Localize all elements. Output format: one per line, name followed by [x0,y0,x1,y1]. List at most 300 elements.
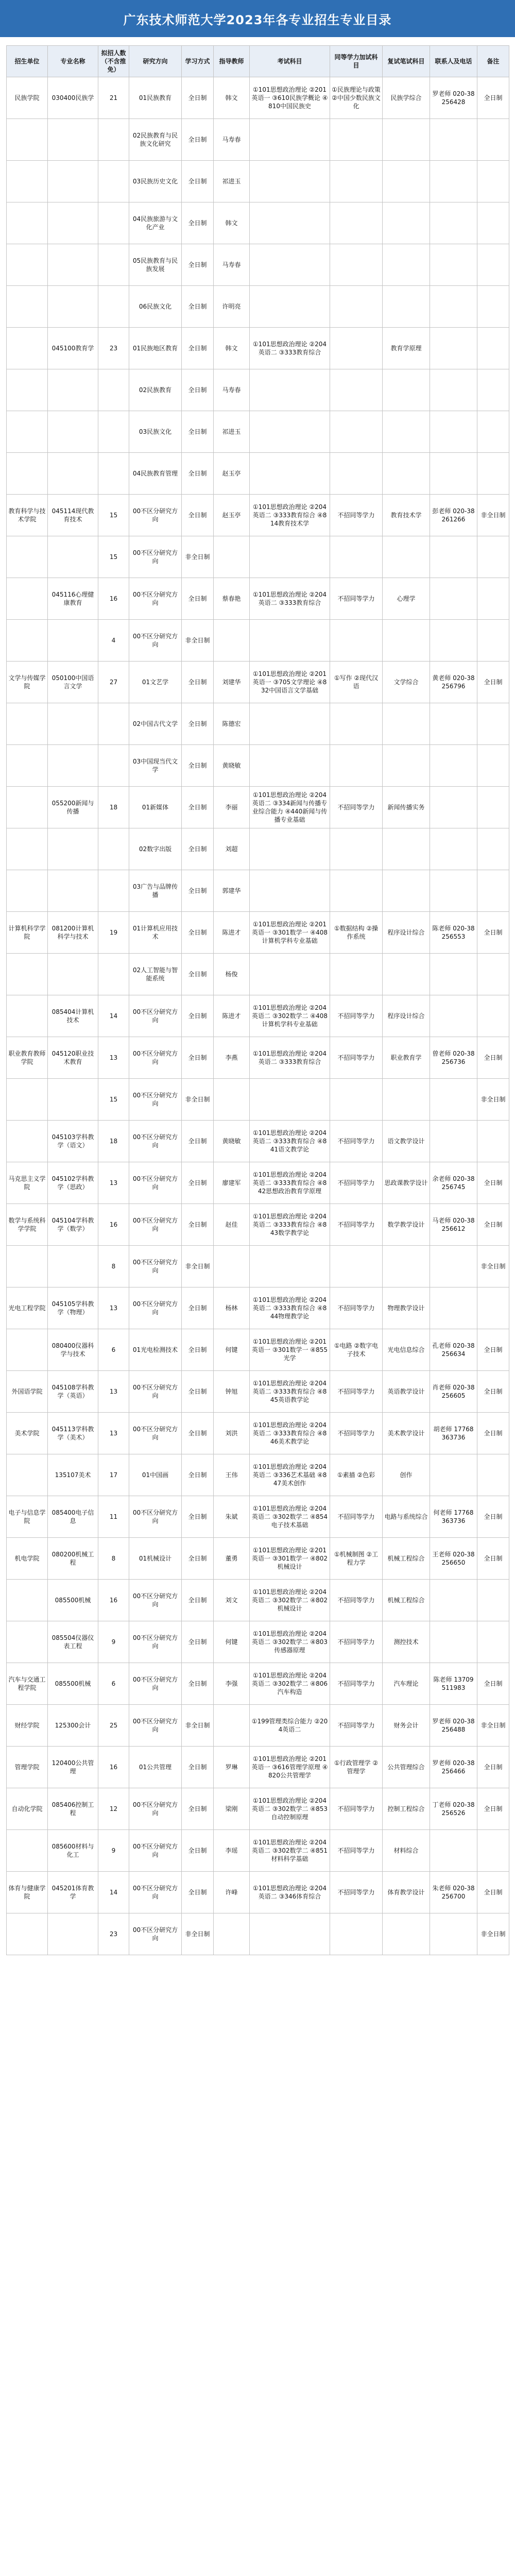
cell-direction: 01中国画 [129,1454,182,1496]
cell-extra: ①素描 ②色彩 [330,1454,383,1496]
cell-note [477,620,509,662]
cell-note [477,453,509,495]
table-row [7,453,509,495]
table-row [7,495,509,536]
cell-interview: 美术教学设计 [383,1413,430,1454]
cell-unit: 自动化学院 [7,1788,48,1830]
cell-exam: ①101思想政治理论 ②204英语二 ③302数学二 ④803传感器原理 [250,1621,330,1663]
cell-mode: 全日制 [182,787,214,828]
cell-tutor [214,1246,250,1287]
cell-note: 全日制 [477,1538,509,1580]
cell-direction: 00不区分研究方向 [129,1496,182,1538]
cell-exam: ①101思想政治理论 ②204英语二 ③302数学二 ④854电子技术基础 [250,1496,330,1538]
cell-count: 12 [98,1788,129,1830]
cell-direction: 00不区分研究方向 [129,1079,182,1121]
cell-note [477,1830,509,1872]
cell-mode: 非全日制 [182,620,214,662]
table-row [7,1830,509,1872]
cell-mode: 全日制 [182,1747,214,1788]
cell-exam: ①101思想政治理论 ②201英语一 ③610民族学概论 ④810中国民族史 [250,77,330,119]
cell-count: 15 [98,1079,129,1121]
cell-contact [430,1580,477,1621]
cell-unit [7,202,48,244]
cell-direction: 00不区分研究方向 [129,1287,182,1329]
cell-mode: 全日制 [182,870,214,912]
cell-mode: 全日制 [182,1037,214,1079]
cell-unit [7,369,48,411]
cell-direction: 00不区分研究方向 [129,536,182,578]
cell-extra: 不招同等学力 [330,1204,383,1246]
cell-major: 085500机械 [48,1663,98,1705]
cell-extra: 不招同等学力 [330,995,383,1037]
cell-extra [330,870,383,912]
cell-interview: 电路与系统综合 [383,1496,430,1538]
cell-extra [330,202,383,244]
cell-interview: 公共管理综合 [383,1747,430,1788]
cell-tutor [214,536,250,578]
cell-count [98,828,129,870]
cell-direction: 01新媒体 [129,787,182,828]
cell-extra: ①民族理论与政策 ②中国少数民族文化 [330,77,383,119]
cell-unit: 计算机科学学院 [7,912,48,954]
cell-exam [250,244,330,286]
cell-major: 045114现代教育技术 [48,495,98,536]
cell-interview: 测控技术 [383,1621,430,1663]
cell-extra: 不招同等学力 [330,1872,383,1913]
cell-major [48,161,98,202]
cell-major [48,870,98,912]
cell-major [48,745,98,787]
cell-note [477,787,509,828]
cell-exam: ①101思想政治理论 ②204英语二 ③334新闻与传播专业综合能力 ④440新闻与传播专业基础 [250,787,330,828]
cell-note [477,578,509,620]
cell-major: 045105学科教学（物理） [48,1287,98,1329]
cell-tutor: 马寿春 [214,119,250,161]
cell-contact: 罗老师 020-38256488 [430,1705,477,1747]
cell-count [98,369,129,411]
cell-exam [250,202,330,244]
cell-direction: 00不区分研究方向 [129,1788,182,1830]
cell-unit [7,1329,48,1371]
cell-mode: 全日制 [182,328,214,369]
cell-exam [250,870,330,912]
cell-major: 080200机械工程 [48,1538,98,1580]
cell-mode: 全日制 [182,1371,214,1413]
cell-contact [430,286,477,328]
cell-unit: 体育与健康学院 [7,1872,48,1913]
cell-exam: ①101思想政治理论 ②204英语二 ③333教育综合 ④846美术教学论 [250,1413,330,1454]
cell-interview: 物理教学设计 [383,1287,430,1329]
cell-tutor: 赵玉亭 [214,453,250,495]
cell-major [48,369,98,411]
cell-count: 23 [98,1913,129,1955]
cell-tutor: 马寿春 [214,244,250,286]
table-row [7,703,509,745]
cell-contact [430,1830,477,1872]
cell-direction: 04民族教育管理 [129,453,182,495]
cell-exam: ①199管理类综合能力 ②204英语二 [250,1705,330,1747]
cell-major [48,244,98,286]
table-row [7,77,509,119]
cell-contact: 何老师 17768363736 [430,1496,477,1538]
table-row [7,1621,509,1663]
cell-interview: 财务会计 [383,1705,430,1747]
cell-direction: 03民族历史文化 [129,161,182,202]
cell-exam: ①101思想政治理论 ②201英语一 ③301数学一 ④408计算机学科专业基础 [250,912,330,954]
cell-exam [250,954,330,995]
cell-unit [7,286,48,328]
table-row [7,1788,509,1830]
cell-tutor: 韩文 [214,328,250,369]
cell-direction: 02数字出版 [129,828,182,870]
table-row [7,954,509,995]
cell-interview: 控制工程综合 [383,1788,430,1830]
cell-exam: ①101思想政治理论 ②204英语二 ③302数学二 ④802机械设计 [250,1580,330,1621]
cell-major: 045104学科教学（数学） [48,1204,98,1246]
cell-direction: 00不区分研究方向 [129,1913,182,1955]
cell-extra [330,161,383,202]
cell-count: 8 [98,1538,129,1580]
cell-exam [250,411,330,453]
cell-note: 全日制 [477,1496,509,1538]
cell-extra [330,328,383,369]
cell-note: 全日制 [477,662,509,703]
cell-unit [7,620,48,662]
table-row [7,411,509,453]
cell-interview [383,703,430,745]
table-row [7,328,509,369]
cell-interview: 数学教学设计 [383,1204,430,1246]
cell-extra: 不招同等学力 [330,1287,383,1329]
cell-major: 085500机械 [48,1580,98,1621]
cell-mode: 全日制 [182,453,214,495]
cell-extra: 不招同等学力 [330,1371,383,1413]
cell-extra: 不招同等学力 [330,1580,383,1621]
cell-interview: 英语教学设计 [383,1371,430,1413]
cell-note: 非全日制 [477,1079,509,1121]
cell-mode: 全日制 [182,578,214,620]
cell-contact [430,161,477,202]
cell-exam: ①101思想政治理论 ②204英语二 ③333教育综合 ④841语文教学论 [250,1121,330,1162]
table-row [7,662,509,703]
cell-tutor: 刘超 [214,828,250,870]
cell-count [98,703,129,745]
cell-note: 非全日制 [477,1913,509,1955]
cell-contact: 陈老师 020-38256553 [430,912,477,954]
cell-exam [250,620,330,662]
table-row [7,1329,509,1371]
cell-note [477,703,509,745]
cell-count: 8 [98,1246,129,1287]
cell-extra [330,369,383,411]
cell-tutor [214,1913,250,1955]
table-row [7,828,509,870]
cell-major: 045100教育学 [48,328,98,369]
cell-interview: 机械工程综合 [383,1538,430,1580]
cell-contact: 罗老师 020-38256466 [430,1747,477,1788]
cell-note [477,161,509,202]
cell-count [98,119,129,161]
cell-direction: 03中国现当代文学 [129,745,182,787]
cell-interview: 教育技术学 [383,495,430,536]
table-row [7,1413,509,1454]
cell-contact: 肖老师 020-38256605 [430,1371,477,1413]
cell-count [98,244,129,286]
cell-major [48,1246,98,1287]
cell-count [98,870,129,912]
cell-major [48,1913,98,1955]
cell-extra: ①写作 ②现代汉语 [330,662,383,703]
cell-mode: 全日制 [182,662,214,703]
cell-contact: 余老师 020-38256745 [430,1162,477,1204]
cell-contact [430,1621,477,1663]
cell-count: 25 [98,1705,129,1747]
cell-tutor [214,620,250,662]
cell-exam: ①101思想政治理论 ②204英语二 ③302数学二 ④853自动控制原理 [250,1788,330,1830]
cell-mode: 全日制 [182,1413,214,1454]
cell-mode: 非全日制 [182,536,214,578]
cell-count: 23 [98,328,129,369]
cell-contact [430,119,477,161]
cell-direction: 00不区分研究方向 [129,995,182,1037]
cell-interview [383,202,430,244]
cell-count: 19 [98,912,129,954]
header-count: 拟招人数（不含推免） [98,46,129,77]
cell-count [98,453,129,495]
cell-unit [7,787,48,828]
cell-major [48,202,98,244]
cell-extra: 不招同等学力 [330,578,383,620]
cell-mode: 全日制 [182,1538,214,1580]
cell-interview [383,161,430,202]
cell-contact [430,1079,477,1121]
cell-interview [383,954,430,995]
cell-exam [250,369,330,411]
cell-major: 135107美术 [48,1454,98,1496]
cell-major: 045113学科教学（美术） [48,1413,98,1454]
cell-extra [330,119,383,161]
cell-tutor: 蔡春艳 [214,578,250,620]
cell-mode: 全日制 [182,161,214,202]
cell-note: 非全日制 [477,495,509,536]
cell-exam [250,703,330,745]
cell-interview: 文学综合 [383,662,430,703]
cell-count: 4 [98,620,129,662]
cell-mode: 全日制 [182,495,214,536]
cell-mode: 全日制 [182,703,214,745]
cell-contact [430,202,477,244]
cell-mode: 全日制 [182,1496,214,1538]
cell-unit [7,161,48,202]
cell-major [48,703,98,745]
cell-count: 17 [98,1454,129,1496]
cell-mode: 全日制 [182,202,214,244]
cell-note: 全日制 [477,1663,509,1705]
header-direction: 研究方向 [129,46,182,77]
cell-major: 045103学科教学（语文） [48,1121,98,1162]
cell-major: 125300会计 [48,1705,98,1747]
cell-exam: ①101思想政治理论 ②201英语一 ③301数学一 ④802机械设计 [250,1538,330,1580]
cell-major: 085504仪器仪表工程 [48,1621,98,1663]
cell-unit [7,1079,48,1121]
cell-interview: 心理学 [383,578,430,620]
cell-note [477,1454,509,1496]
cell-contact [430,453,477,495]
cell-contact [430,369,477,411]
cell-extra: 不招同等学力 [330,1663,383,1705]
cell-contact: 孔老师 020-38256634 [430,1329,477,1371]
cell-direction: 03广告与品牌传播 [129,870,182,912]
cell-tutor: 罗琳 [214,1747,250,1788]
cell-direction: 01计算机应用技术 [129,912,182,954]
cell-count: 21 [98,77,129,119]
cell-direction: 02人工智能与智能系统 [129,954,182,995]
cell-mode: 非全日制 [182,1705,214,1747]
cell-mode: 全日制 [182,244,214,286]
cell-unit [7,453,48,495]
catalog-table [6,45,509,1955]
cell-extra [330,703,383,745]
cell-extra [330,453,383,495]
table-row [7,1705,509,1747]
cell-note: 全日制 [477,1329,509,1371]
cell-contact [430,1454,477,1496]
cell-tutor: 李强 [214,1663,250,1705]
cell-count [98,745,129,787]
table-row [7,787,509,828]
cell-contact [430,1287,477,1329]
cell-unit [7,411,48,453]
cell-direction: 00不区分研究方向 [129,1413,182,1454]
cell-count [98,411,129,453]
cell-exam [250,453,330,495]
cell-count: 13 [98,1413,129,1454]
cell-contact: 罗老师 020-38256428 [430,77,477,119]
cell-contact: 陈老师 13709511983 [430,1663,477,1705]
cell-mode: 全日制 [182,1830,214,1872]
cell-unit: 光电工程学院 [7,1287,48,1329]
cell-unit [7,745,48,787]
table-row [7,620,509,662]
cell-note [477,1580,509,1621]
cell-interview: 体育教学设计 [383,1872,430,1913]
cell-direction: 00不区分研究方向 [129,1371,182,1413]
cell-mode: 非全日制 [182,1079,214,1121]
cell-count: 15 [98,495,129,536]
cell-note: 全日制 [477,1788,509,1830]
cell-mode: 非全日制 [182,1246,214,1287]
cell-count: 16 [98,1580,129,1621]
cell-note [477,244,509,286]
cell-exam: ①101思想政治理论 ②204英语二 ③333教育综合 [250,328,330,369]
cell-direction: 00不区分研究方向 [129,1872,182,1913]
cell-unit [7,1121,48,1162]
cell-tutor: 赵佳 [214,1204,250,1246]
cell-tutor: 赵玉亭 [214,495,250,536]
cell-extra: ①电路 ②数字电子技术 [330,1329,383,1371]
cell-major [48,954,98,995]
cell-interview: 职业教育学 [383,1037,430,1079]
cell-extra [330,1913,383,1955]
cell-unit: 美术学院 [7,1413,48,1454]
cell-unit: 教育科学与技术学院 [7,495,48,536]
cell-contact [430,1121,477,1162]
cell-interview [383,870,430,912]
cell-note [477,536,509,578]
cell-major [48,828,98,870]
cell-contact [430,620,477,662]
cell-unit [7,828,48,870]
cell-direction: 01文艺学 [129,662,182,703]
cell-mode: 全日制 [182,1663,214,1705]
cell-exam [250,1246,330,1287]
cell-contact [430,995,477,1037]
cell-direction: 04民族旅游与文化产业 [129,202,182,244]
cell-exam: ①101思想政治理论 ②204英语二 ③333教育综合 ④845英语教学论 [250,1371,330,1413]
cell-direction: 01民族教育 [129,77,182,119]
cell-tutor: 钟旭 [214,1371,250,1413]
cell-extra: 不招同等学力 [330,1162,383,1204]
cell-extra: 不招同等学力 [330,1121,383,1162]
cell-direction: 00不区分研究方向 [129,495,182,536]
cell-mode: 全日制 [182,1872,214,1913]
cell-unit [7,870,48,912]
cell-mode: 全日制 [182,1287,214,1329]
table-row [7,202,509,244]
table-row [7,1496,509,1538]
cell-mode: 全日制 [182,1788,214,1830]
cell-extra: ①行政管理学 ②管理学 [330,1747,383,1788]
header-note: 备注 [477,46,509,77]
cell-direction: 00不区分研究方向 [129,1705,182,1747]
cell-exam: ①101思想政治理论 ②204英语二 ③333教育综合 ④842思想政治教育学原理 [250,1162,330,1204]
cell-interview [383,411,430,453]
cell-note: 全日制 [477,1037,509,1079]
cell-direction: 00不区分研究方向 [129,1246,182,1287]
table-row [7,1872,509,1913]
cell-interview: 创作 [383,1454,430,1496]
cell-mode: 全日制 [182,369,214,411]
cell-direction: 00不区分研究方向 [129,578,182,620]
cell-extra: ①数据结构 ②操作系统 [330,912,383,954]
cell-interview [383,453,430,495]
cell-exam: ①101思想政治理论 ②204英语二 ③333教育综合 [250,1037,330,1079]
cell-exam: ①101思想政治理论 ②204英语二 ③302数学二 ④851材料科学基础 [250,1830,330,1872]
cell-interview: 新闻传播实务 [383,787,430,828]
cell-direction: 01公共管理 [129,1747,182,1788]
cell-contact [430,1913,477,1955]
cell-unit: 民族学院 [7,77,48,119]
cell-tutor: 刘洪 [214,1413,250,1454]
cell-note [477,411,509,453]
cell-interview: 程序设计综合 [383,912,430,954]
cell-direction: 00不区分研究方向 [129,1580,182,1621]
cell-note [477,119,509,161]
cell-count: 9 [98,1830,129,1872]
cell-contact: 曾老师 020-38256736 [430,1037,477,1079]
cell-unit: 文学与传媒学院 [7,662,48,703]
cell-count: 13 [98,1037,129,1079]
cell-mode: 全日制 [182,1162,214,1204]
cell-unit: 机电学院 [7,1538,48,1580]
cell-tutor: 杨林 [214,1287,250,1329]
table-row [7,536,509,578]
cell-exam: ①101思想政治理论 ②201英语一 ③616管理学原理 ④820公共管理学 [250,1747,330,1788]
header-unit: 招生单位 [7,46,48,77]
cell-direction: 00不区分研究方向 [129,1204,182,1246]
cell-tutor: 陈进才 [214,912,250,954]
cell-direction: 02民族教育 [129,369,182,411]
